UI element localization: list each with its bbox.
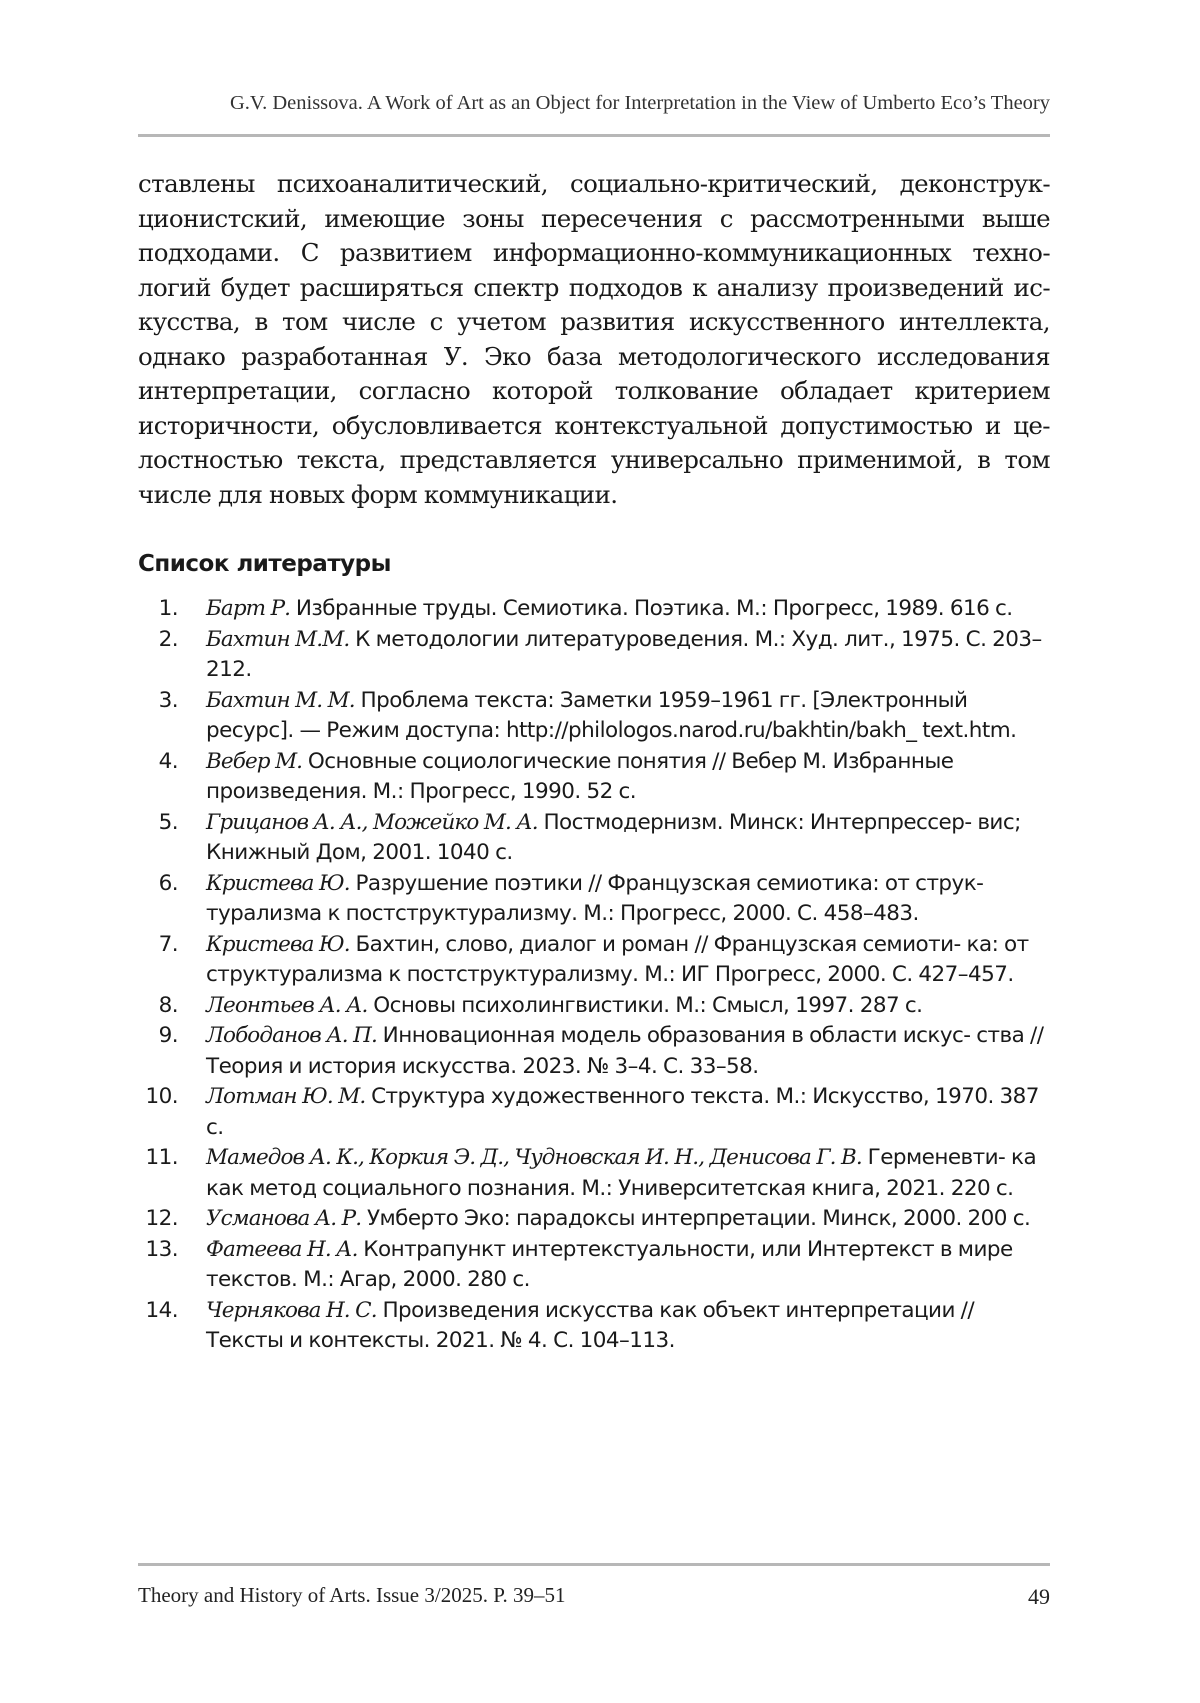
reference-author: Усманова А. Р. xyxy=(206,1206,362,1231)
page-number: 49 xyxy=(1028,1584,1050,1609)
reference-author: Лотман Ю. М. xyxy=(206,1084,366,1109)
reference-author: Фатеева Н. А. xyxy=(206,1236,358,1262)
reference-item xyxy=(138,1204,1050,1235)
reference-number: 13. xyxy=(145,1236,178,1262)
reference-number: 7. xyxy=(158,931,178,957)
body-line: ционистский, имеющие зоны пересечения с рассмотренными выше xyxy=(138,203,1050,233)
body-line: подходами. С развитием информационно-коммуникационных техно- xyxy=(138,238,1050,267)
reference-item xyxy=(138,1296,1050,1357)
references-list xyxy=(138,594,1050,1357)
reference-text: Избранные труды. Семиотика. Поэтика. М.: Прогресс, 1989. 616 с. xyxy=(290,596,1013,621)
reference-number: 12. xyxy=(145,1206,178,1231)
reference-item xyxy=(138,1021,1050,1082)
reference-text: Бахтин, слово, диалог и роман // Французская семиоти- ка: от структурализма к постструктурализму. М.: ИГ Прогресс, 2000. С. 427–457. xyxy=(206,931,1029,987)
reference-author: Вебер М. xyxy=(206,748,303,774)
reference-text: Структура художественного текста. М.: Искусство, 1970. 387 с. xyxy=(206,1084,1039,1140)
references-title: Список литературы xyxy=(138,551,391,577)
reference-item xyxy=(138,686,1050,747)
reference-author: Барт Р. xyxy=(206,596,291,621)
body-line: кусства, в том числе с учетом развития искусственного интеллекта, xyxy=(138,307,1050,336)
reference-item xyxy=(138,625,1050,686)
body-line: ставлены психоаналитический, социально-критический, деконструк- xyxy=(138,169,1050,198)
reference-author: Лободанов А. П. xyxy=(206,1023,377,1048)
reference-item xyxy=(138,594,1050,625)
reference-number: 9. xyxy=(158,1023,178,1048)
reference-text: Умберто Эко: парадоксы интерпретации. Минск, 2000. 200 с. xyxy=(361,1206,1031,1231)
reference-number: 2. xyxy=(158,626,178,652)
reference-author: Кристева Ю. xyxy=(206,931,350,957)
journal-citation: Theory and History of Arts. Issue 3/2025. P. 39–51 xyxy=(138,1583,566,1607)
reference-item xyxy=(138,808,1050,869)
reference-number: 4. xyxy=(158,748,178,774)
reference-number: 3. xyxy=(158,687,178,713)
reference-text: Инновационная модель образования в области искус- ства // Теория и история искусства. 2023. № 3–4. С. 33–58. xyxy=(206,1023,1044,1079)
reference-text: Контрапункт интертекстуальности, или Интертекст в мире текстов. М.: Агар, 2000. 280 с. xyxy=(206,1236,1013,1292)
body-line: историчности, обусловливается контекстуальной допустимостью и це- xyxy=(138,410,1050,440)
footer-rule xyxy=(138,1563,1050,1566)
reference-item xyxy=(138,747,1050,808)
body-line: интерпретации, согласно которой толкование обладает критерием xyxy=(138,376,1050,405)
reference-text: Герменевти- ка как метод социального познания. М.: Университетская книга, 2021. 220 с. xyxy=(206,1145,1037,1201)
reference-item xyxy=(138,930,1050,991)
reference-author: Чернякова Н. С. xyxy=(206,1297,377,1323)
header-rule xyxy=(138,134,1050,137)
reference-author: Мамедов А. К., Коркия Э. Д., Чудновская И. Н., Денисова Г. В. xyxy=(206,1145,862,1170)
reference-number: 14. xyxy=(145,1297,178,1323)
reference-text: Разрушение поэтики // Французская семиотика: от струк- турализма к постструктурализму. М.: Прогресс, 2000. С. 458–483. xyxy=(206,870,984,926)
reference-item xyxy=(138,991,1050,1022)
reference-text: Основы психолингвистики. М.: Смысл, 1997. 287 с. xyxy=(367,992,923,1018)
reference-text: К методологии литературоведения. М.: Худ. лит., 1975. С. 203–212. xyxy=(206,626,1042,682)
reference-item xyxy=(138,869,1050,930)
reference-author: Бахтин М.М. xyxy=(206,626,350,652)
reference-number: 5. xyxy=(158,809,178,835)
reference-number: 8. xyxy=(158,992,178,1018)
body-line: однако разработанная У. Эко база методологического исследования xyxy=(138,341,1050,371)
body-line: логий будет расширяться спектр подходов к анализу произведений ис- xyxy=(138,272,1050,302)
reference-item xyxy=(138,1235,1050,1296)
reference-text: Проблема текста: Заметки 1959–1961 гг. [Электронный ресурс]. — Режим доступа: http://philologos.narod.ru/bakhtin/bakh_ text.htm. xyxy=(206,687,1017,743)
reference-author: Кристева Ю. xyxy=(206,870,350,896)
body-line: лостностью текста, представляется универсально применимой, в том xyxy=(138,445,1050,474)
reference-text: Произведения искусства как объект интерпретации // Тексты и контексты. 2021. № 4. С. 104–113. xyxy=(206,1297,975,1353)
reference-author: Леонтьев А. А. xyxy=(206,992,368,1018)
reference-author: Грицанов А. А., Можейко М. А. xyxy=(206,809,538,835)
reference-text: Постмодернизм. Минск: Интерпрессер- вис; Книжный Дом, 2001. 1040 с. xyxy=(206,809,1021,865)
body-paragraph xyxy=(138,167,1050,512)
reference-number: 10. xyxy=(145,1084,178,1109)
reference-number: 11. xyxy=(145,1145,178,1170)
reference-item xyxy=(138,1082,1050,1143)
running-head: G.V. Denissova. A Work of Art as an Object for Interpretation in the View of Umberto Eco’s Theory xyxy=(230,92,1050,114)
reference-item xyxy=(138,1143,1050,1204)
reference-author: Бахтин М. М. xyxy=(206,687,355,713)
reference-text: Основные социологические понятия // Вебер М. Избранные произведения. М.: Прогресс, 1990. 52 с. xyxy=(206,748,954,804)
reference-number: 1. xyxy=(158,596,178,621)
body-line: числе для новых форм коммуникации. xyxy=(138,479,618,509)
reference-number: 6. xyxy=(158,870,178,896)
